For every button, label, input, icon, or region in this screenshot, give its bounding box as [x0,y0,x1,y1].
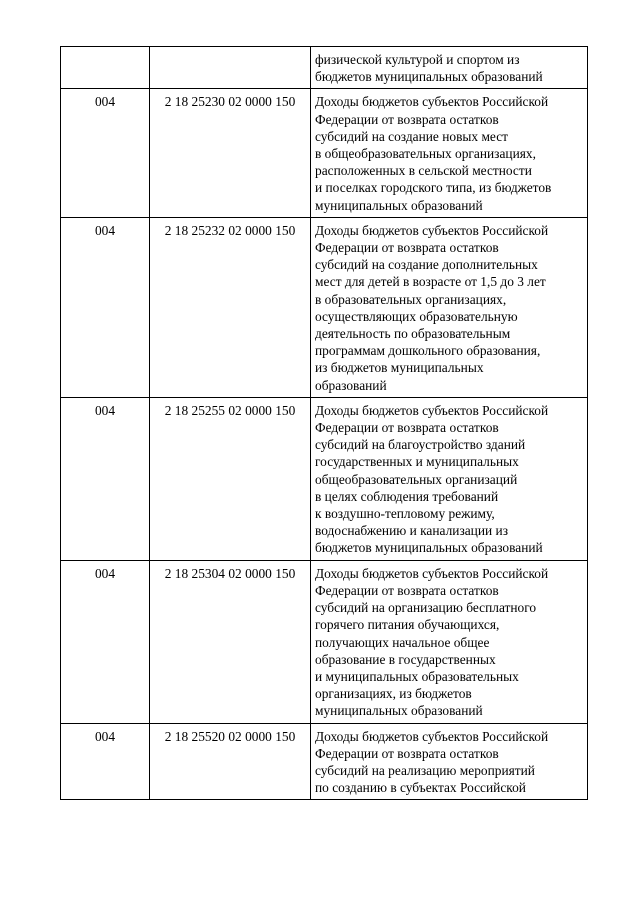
description-line: Федерации от возврата остатков [315,582,499,598]
description-line: субсидий на благоустройство зданий [315,437,526,453]
description-cell [311,723,588,800]
description-line: осуществляющих образовательную [315,308,518,324]
admin-code-cell: 004 [61,723,150,800]
description-line: образование в государственных [315,651,496,667]
description-line: бюджетов муниципальных образований [315,69,543,85]
table-row [61,47,588,89]
description-line: субсидий на создание дополнительных [315,257,538,273]
description-line: расположенных в сельской местности [315,163,532,179]
table-row [61,397,588,560]
description-cell [311,89,588,217]
description-line: водоснабжению и канализации из [315,523,508,539]
budget-classification-code-cell [150,47,311,89]
budget-classification-code-cell: 2 18 25304 02 0000 150 [150,560,311,723]
admin-code-cell: 004 [61,89,150,217]
description-line: мест для детей в возрасте от 1,5 до 3 лет [315,274,546,290]
description-line: Доходы бюджетов субъектов Российской [315,402,549,418]
description-line: по созданию в субъектах Российской [315,780,526,796]
description-line: Федерации от возврата остатков [315,111,499,127]
description-line: Федерации от возврата остатков [315,240,499,256]
description-line: Доходы бюджетов субъектов Российской [315,728,549,744]
description-line: получающих начальное общее [315,634,490,650]
budget-codes-table [60,46,588,800]
description-line: муниципальных образований [315,703,483,719]
admin-code-cell [61,47,150,89]
table-body [61,47,588,800]
description-line: в общеобразовательных организациях, [315,146,536,162]
description-line: муниципальных образований [315,197,483,213]
budget-classification-code-cell: 2 18 25232 02 0000 150 [150,217,311,397]
description-line: в образовательных организациях, [315,291,507,307]
admin-code-cell: 004 [61,217,150,397]
table-row [61,560,588,723]
description-line: Федерации от возврата остатков [315,745,499,761]
description-line: из бюджетов муниципальных [315,360,484,376]
budget-classification-code-cell: 2 18 25230 02 0000 150 [150,89,311,217]
table-row [61,89,588,217]
description-line: к воздушно-тепловому режиму, [315,506,495,522]
description-line: субсидий на организацию бесплатного [315,600,537,616]
description-line: программам дошкольного образования, [315,343,541,359]
description-line: бюджетов муниципальных образований [315,540,543,556]
description-line: организациях, из бюджетов [315,686,472,702]
description-line: Доходы бюджетов субъектов Российской [315,94,549,110]
description-cell [311,47,588,89]
description-line: субсидий на реализацию мероприятий [315,762,535,778]
description-cell [311,217,588,397]
description-line: и муниципальных образовательных [315,668,519,684]
description-line: субсидий на создание новых мест [315,128,508,144]
description-line: Доходы бюджетов субъектов Российской [315,222,549,238]
description-line: и поселках городского типа, из бюджетов [315,180,552,196]
description-line: горячего питания обучающихся, [315,617,500,633]
budget-classification-code-cell: 2 18 25255 02 0000 150 [150,397,311,560]
admin-code-cell: 004 [61,560,150,723]
description-cell [311,397,588,560]
table-row [61,723,588,800]
description-line: физической культурой и спортом из [315,52,520,67]
description-line: общеобразовательных организаций [315,471,518,487]
admin-code-cell: 004 [61,397,150,560]
description-line: Федерации от возврата остатков [315,420,499,436]
description-line: деятельность по образовательным [315,326,511,342]
description-line: образований [315,377,387,393]
budget-classification-code-cell: 2 18 25520 02 0000 150 [150,723,311,800]
table-row [61,217,588,397]
description-cell [311,560,588,723]
description-line: Доходы бюджетов субъектов Российской [315,565,549,581]
description-line: государственных и муниципальных [315,454,519,470]
description-line: в целях соблюдения требований [315,488,499,504]
